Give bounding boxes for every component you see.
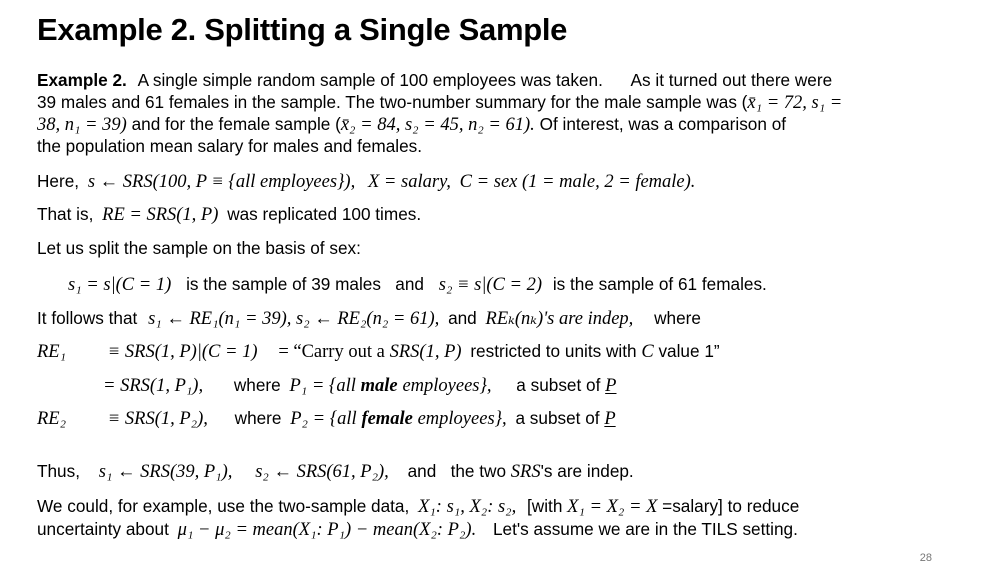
para1-line2: [37, 92, 842, 113]
re1-value: value 1”: [658, 341, 720, 361]
here-srs: s ← SRS(100, P ≡ {all employees}),: [87, 172, 356, 192]
re2-def: ≡ SRS(1, P₂),: [107, 409, 208, 429]
re1-text: restricted to units with: [470, 341, 637, 361]
page-number: 28: [919, 552, 932, 564]
split-text2: is the sample of 61 females.: [552, 274, 767, 294]
para1-text1: A single simple random sample of 100 employees was taken. As it turned out there were: [137, 70, 833, 90]
could-mu: μ₁ − μ₂ = mean(X₁: P₁) − mean(X₂: P₂).: [177, 520, 477, 540]
could-tils: Let's assume we are in the TILS setting.: [493, 519, 798, 539]
could-line1: [37, 496, 799, 517]
follows-and: and: [448, 308, 477, 328]
para1-line3: [37, 114, 786, 135]
letus-line: Let us split the sample on the basis of sex:: [37, 238, 361, 258]
male-summary-b: 38, n₁ = 39): [37, 115, 127, 135]
thatis-re: RE = SRS(1, P): [102, 205, 219, 225]
re1-c: C: [641, 342, 654, 362]
split-text1: is the sample of 39 males and: [186, 274, 424, 294]
could-text3: uncertainty about: [37, 519, 169, 539]
could-text1: We could, for example, use the two-sample data,: [37, 496, 410, 516]
here-label: Here,: [37, 171, 80, 191]
re2-lhs: RE₂: [37, 409, 67, 429]
re1-quote: = “Carry out a: [278, 342, 385, 362]
could-with: [with: [527, 496, 563, 516]
re1-def: ≡ SRS(1, P)|(C = 1): [107, 342, 258, 362]
p1-subset: a subset of: [516, 375, 601, 395]
could-text2: =salary] to reduce: [662, 496, 800, 516]
re2-p: P: [604, 409, 616, 429]
follows-line: [37, 308, 701, 329]
thus-s1: s₁ ← SRS(39, P₁),: [98, 462, 233, 482]
p1-set-b: employees},: [402, 376, 492, 396]
thus-indep: 's are indep.: [540, 461, 634, 481]
p1-p: P: [605, 376, 617, 396]
split-s2: s₂ ≡ s|(C = 2): [438, 275, 543, 295]
re2-set-a: P₂ = {all: [290, 409, 357, 429]
thus-s2: s₂ ← SRS(61, P₂),: [255, 462, 389, 482]
female-summary: x̄₂ = 84, s₂ = 45, n₂ = 61).: [340, 115, 535, 135]
re2-line: [37, 408, 616, 429]
re2-subset: a subset of: [515, 408, 600, 428]
para1-text3: and for the female sample (: [131, 114, 341, 134]
p1-line: [103, 375, 616, 396]
thus-line: [37, 461, 634, 482]
here-x: X = salary,: [368, 172, 451, 192]
thus-srs: SRS: [510, 462, 541, 482]
male-summary-a: x̄₁ = 72, s₁ =: [747, 93, 843, 113]
split-line: [68, 274, 767, 295]
re1-srs: SRS(1, P): [389, 342, 462, 362]
para1-line4: the population mean salary for males and females.: [37, 136, 423, 156]
could-x: X₁: s₁, X₂: s₂,: [418, 497, 517, 517]
here-c: C = sex (1 = male, 2 = female).: [459, 172, 696, 192]
re1-line: [37, 341, 720, 362]
re2-set-b: employees},: [417, 409, 507, 429]
thatis-label: That is,: [37, 204, 94, 224]
para1-text4: Of interest, was a comparison of: [539, 114, 787, 134]
could-eq: X₁ = X₂ = X: [567, 497, 658, 517]
follows-rek: REₖ(nₖ)'s are indep,: [485, 309, 634, 329]
p1-where: where: [233, 375, 281, 395]
example-label: Example 2.: [37, 70, 127, 90]
para1-text2: 39 males and 61 females in the sample. The two-number summary for the male sample was (: [37, 92, 748, 112]
p1-male: male: [360, 376, 398, 396]
thus-and: and the two: [407, 461, 507, 481]
thatis-line: [37, 204, 421, 225]
p1-set-a: P₁ = {all: [289, 376, 356, 396]
re2-where: where: [234, 408, 282, 428]
follows-label: It follows that: [37, 308, 138, 328]
follows-re: s₁ ← RE₁(n₁ = 39), s₂ ← RE₂(n₂ = 61),: [148, 309, 440, 329]
could-line2: [37, 519, 798, 540]
follows-where: where: [654, 308, 701, 328]
para1-line1: [37, 70, 832, 90]
re1-lhs: RE₁: [37, 342, 67, 362]
thus-label: Thus,: [37, 461, 80, 481]
split-s1: s₁ = s|(C = 1): [68, 275, 172, 295]
here-line: [37, 171, 695, 192]
re2-female: female: [361, 409, 413, 429]
page-title: Example 2. Splitting a Single Sample: [37, 12, 568, 47]
p1-srs: = SRS(1, P₁),: [103, 376, 204, 396]
thatis-text: was replicated 100 times.: [227, 204, 422, 224]
